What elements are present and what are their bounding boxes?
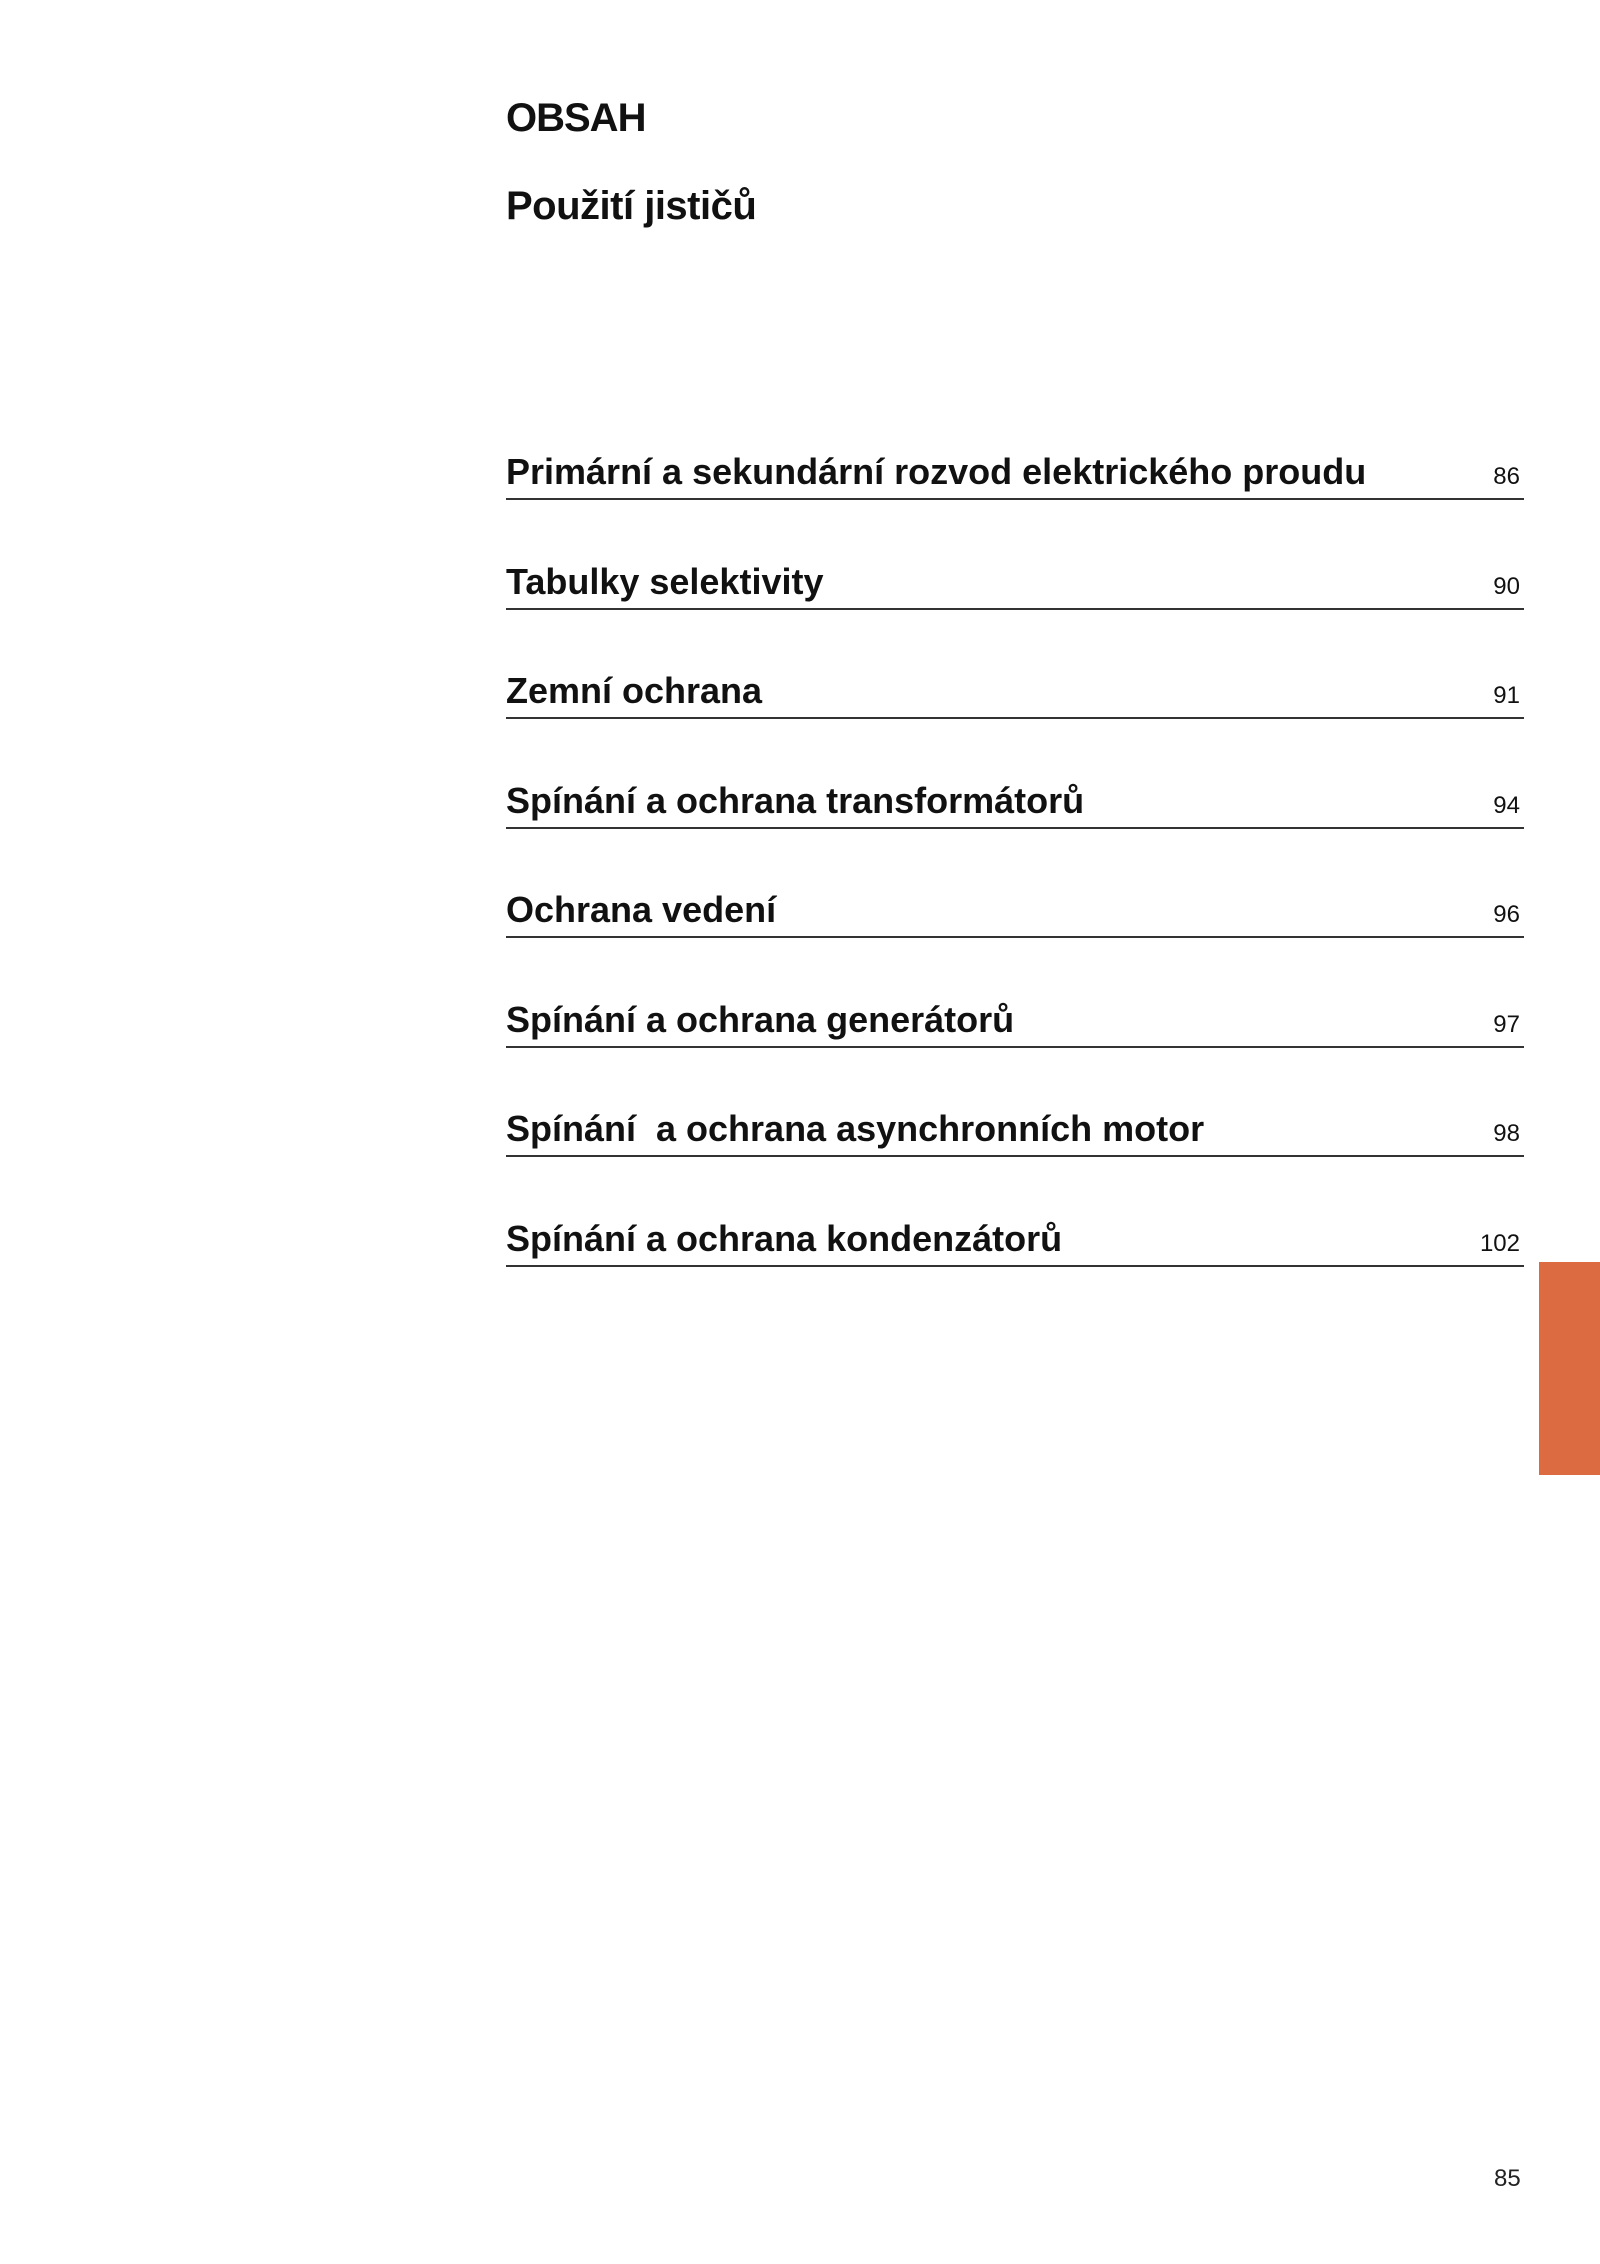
toc-entry-page: 96 bbox=[1493, 901, 1520, 928]
toc-entry[interactable] bbox=[506, 1000, 1524, 1110]
toc-entry[interactable] bbox=[506, 890, 1524, 1000]
toc-entry[interactable] bbox=[506, 1219, 1524, 1329]
toc-entry-page: 94 bbox=[1493, 791, 1520, 819]
toc-entry-title: Spínání a ochrana transformátorů bbox=[506, 779, 1085, 821]
toc-entry-row bbox=[506, 781, 1524, 829]
section-color-tab bbox=[1539, 1262, 1600, 1475]
toc-entry-page: 102 bbox=[1479, 1229, 1520, 1257]
toc-entry-page: 91 bbox=[1493, 682, 1520, 709]
toc-entry-row bbox=[506, 1000, 1524, 1048]
toc-entry[interactable] bbox=[506, 452, 1524, 562]
toc-entry-row bbox=[506, 452, 1524, 500]
page-number: 85 bbox=[1494, 2165, 1521, 2192]
toc-entry-title: Zemní ochrana bbox=[506, 670, 763, 711]
toc-entry[interactable] bbox=[506, 562, 1524, 672]
toc-entry-page: 98 bbox=[1493, 1120, 1520, 1147]
toc-entry-page: 90 bbox=[1493, 572, 1520, 600]
toc-entry-row bbox=[506, 671, 1524, 719]
toc-entry-title: Spínání a ochrana kondenzátorů bbox=[506, 1217, 1063, 1259]
toc-entry-page: 86 bbox=[1493, 463, 1520, 490]
toc-entry-title: Tabulky selektivity bbox=[506, 560, 824, 602]
toc-entry-row bbox=[506, 890, 1524, 938]
toc-entry[interactable] bbox=[506, 781, 1524, 891]
toc-entry[interactable] bbox=[506, 1109, 1524, 1219]
toc-entry-row bbox=[506, 1219, 1524, 1267]
toc-entry-row bbox=[506, 1109, 1524, 1157]
toc-entry-title: Ochrana vedení bbox=[506, 889, 777, 930]
toc-entry[interactable] bbox=[506, 671, 1524, 781]
page-title: OBSAH bbox=[506, 96, 646, 140]
table-of-contents bbox=[506, 452, 1524, 1328]
toc-entry-title: Spínání a ochrana generátorů bbox=[506, 998, 1015, 1040]
toc-entry-title: Spínání a ochrana asynchronních motor bbox=[506, 1108, 1205, 1149]
toc-entry-page: 97 bbox=[1493, 1010, 1520, 1038]
toc-entry-row bbox=[506, 562, 1524, 610]
page-subtitle: Použití jističů bbox=[506, 184, 757, 228]
toc-entry-title: Primární a sekundární rozvod elektrického proudu bbox=[506, 451, 1367, 492]
